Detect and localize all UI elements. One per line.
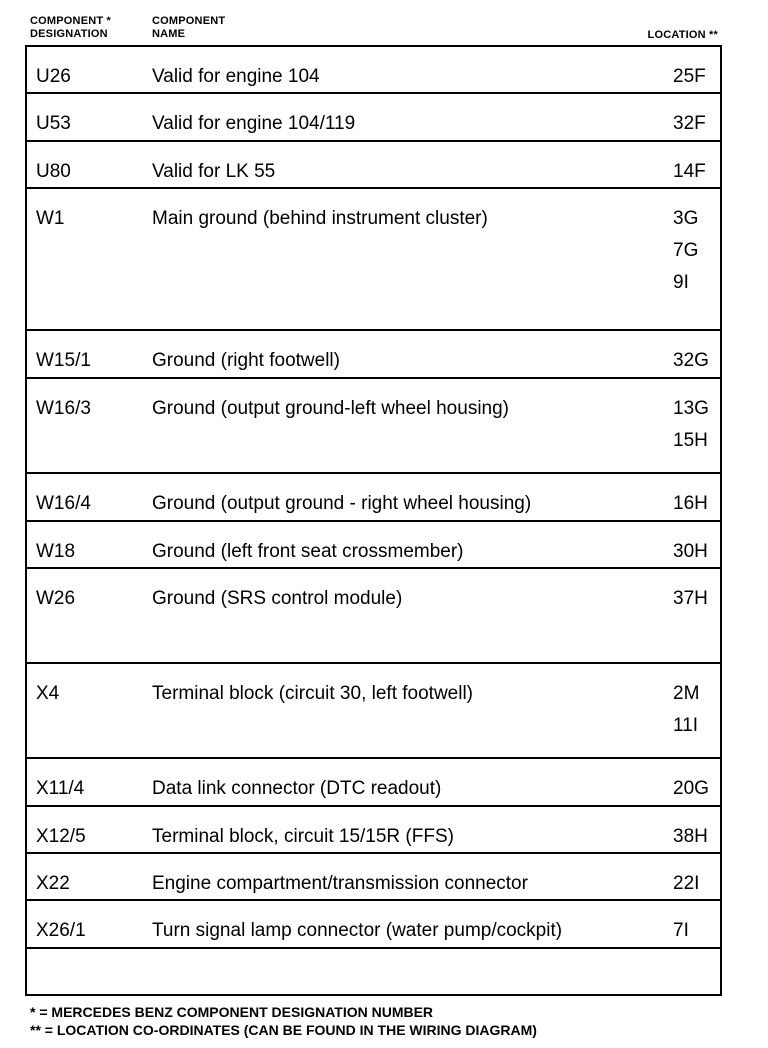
location-code: 7I bbox=[673, 920, 689, 941]
component-name-cell: Ground (right footwell) bbox=[152, 350, 340, 371]
location-cell bbox=[673, 393, 715, 457]
table-row bbox=[27, 947, 720, 996]
designation-cell: X11/4 bbox=[36, 778, 85, 799]
location-code: 15H bbox=[673, 430, 708, 451]
location-cell bbox=[673, 108, 715, 140]
column-header-designation: COMPONENT * DESIGNATION bbox=[30, 15, 112, 40]
component-name-cell: Valid for LK 55 bbox=[152, 161, 276, 182]
designation-cell: X22 bbox=[36, 873, 70, 894]
location-code: 7G bbox=[673, 240, 699, 261]
location-cell bbox=[673, 583, 715, 615]
location-code: 2M bbox=[673, 683, 700, 704]
table-row bbox=[27, 140, 720, 187]
table-row bbox=[27, 662, 720, 757]
designation-cell: X26/1 bbox=[36, 920, 86, 941]
designation-cell: W16/3 bbox=[36, 398, 91, 419]
footnote-designation: * = MERCEDES BENZ COMPONENT DESIGNATION NUMBER bbox=[30, 1004, 434, 1020]
location-code: 16H bbox=[673, 493, 708, 514]
location-code: 11I bbox=[673, 715, 699, 736]
designation-cell: W15/1 bbox=[36, 350, 91, 371]
location-code: 37H bbox=[673, 588, 708, 609]
table-row bbox=[27, 520, 720, 567]
table-row bbox=[27, 567, 720, 662]
location-code: 20G bbox=[673, 778, 709, 799]
component-name-cell: Engine compartment/transmission connector bbox=[152, 873, 528, 894]
location-cell bbox=[673, 203, 715, 299]
location-cell bbox=[673, 915, 715, 947]
designation-cell: U26 bbox=[36, 66, 71, 87]
table-row bbox=[27, 45, 720, 92]
location-code: 32G bbox=[673, 350, 709, 371]
location-cell bbox=[673, 678, 715, 742]
table-row bbox=[27, 899, 720, 947]
location-code: 9I bbox=[673, 272, 689, 293]
location-code: 13G bbox=[673, 398, 709, 419]
column-header-name: COMPONENT NAME bbox=[152, 15, 226, 40]
table-row bbox=[27, 472, 720, 520]
designation-cell: W16/4 bbox=[36, 493, 91, 514]
location-cell bbox=[673, 821, 715, 853]
table-row bbox=[27, 377, 720, 472]
table-row bbox=[27, 329, 720, 377]
location-code: 38H bbox=[673, 826, 708, 847]
location-code: 3G bbox=[673, 208, 699, 229]
component-table bbox=[25, 45, 722, 996]
designation-cell: U53 bbox=[36, 113, 71, 134]
component-name-cell: Ground (left front seat crossmember) bbox=[152, 541, 464, 562]
component-name-cell: Turn signal lamp connector (water pump/cockpit) bbox=[152, 920, 563, 941]
designation-cell: W26 bbox=[36, 588, 76, 609]
table-row bbox=[27, 852, 720, 899]
designation-cell: X4 bbox=[36, 683, 60, 704]
location-cell bbox=[673, 488, 715, 520]
component-name-cell: Valid for engine 104/119 bbox=[152, 113, 356, 134]
designation-cell: W1 bbox=[36, 208, 65, 229]
footnote-location: ** = LOCATION CO-ORDINATES (CAN BE FOUND IN THE WIRING DIAGRAM) bbox=[30, 1022, 537, 1038]
location-code: 25F bbox=[673, 66, 706, 87]
location-cell bbox=[673, 61, 715, 93]
location-code: 22I bbox=[673, 873, 700, 894]
component-name-cell: Data link connector (DTC readout) bbox=[152, 778, 442, 799]
table-row bbox=[27, 92, 720, 140]
location-cell bbox=[673, 773, 715, 805]
location-cell bbox=[673, 536, 715, 568]
location-code: 32F bbox=[673, 113, 706, 134]
location-code: 30H bbox=[673, 541, 708, 562]
component-name-cell: Main ground (behind instrument cluster) bbox=[152, 208, 488, 229]
component-name-cell: Ground (SRS control module) bbox=[152, 588, 403, 609]
component-name-cell: Ground (output ground - right wheel housing) bbox=[152, 493, 532, 514]
designation-cell: X12/5 bbox=[36, 826, 86, 847]
component-name-cell: Terminal block (circuit 30, left footwell) bbox=[152, 683, 473, 704]
component-name-cell: Ground (output ground-left wheel housing) bbox=[152, 398, 510, 419]
component-name-cell: Terminal block, circuit 15/15R (FFS) bbox=[152, 826, 454, 847]
location-cell bbox=[673, 156, 715, 188]
table-row bbox=[27, 805, 720, 852]
location-cell bbox=[673, 868, 715, 900]
column-header-location: LOCATION ** bbox=[647, 29, 718, 41]
table-row bbox=[27, 187, 720, 329]
designation-cell: W18 bbox=[36, 541, 76, 562]
location-code: 14F bbox=[673, 161, 706, 182]
component-name-cell: Valid for engine 104 bbox=[152, 66, 320, 87]
table-row bbox=[27, 757, 720, 805]
designation-cell: U80 bbox=[36, 161, 71, 182]
location-cell bbox=[673, 345, 715, 377]
